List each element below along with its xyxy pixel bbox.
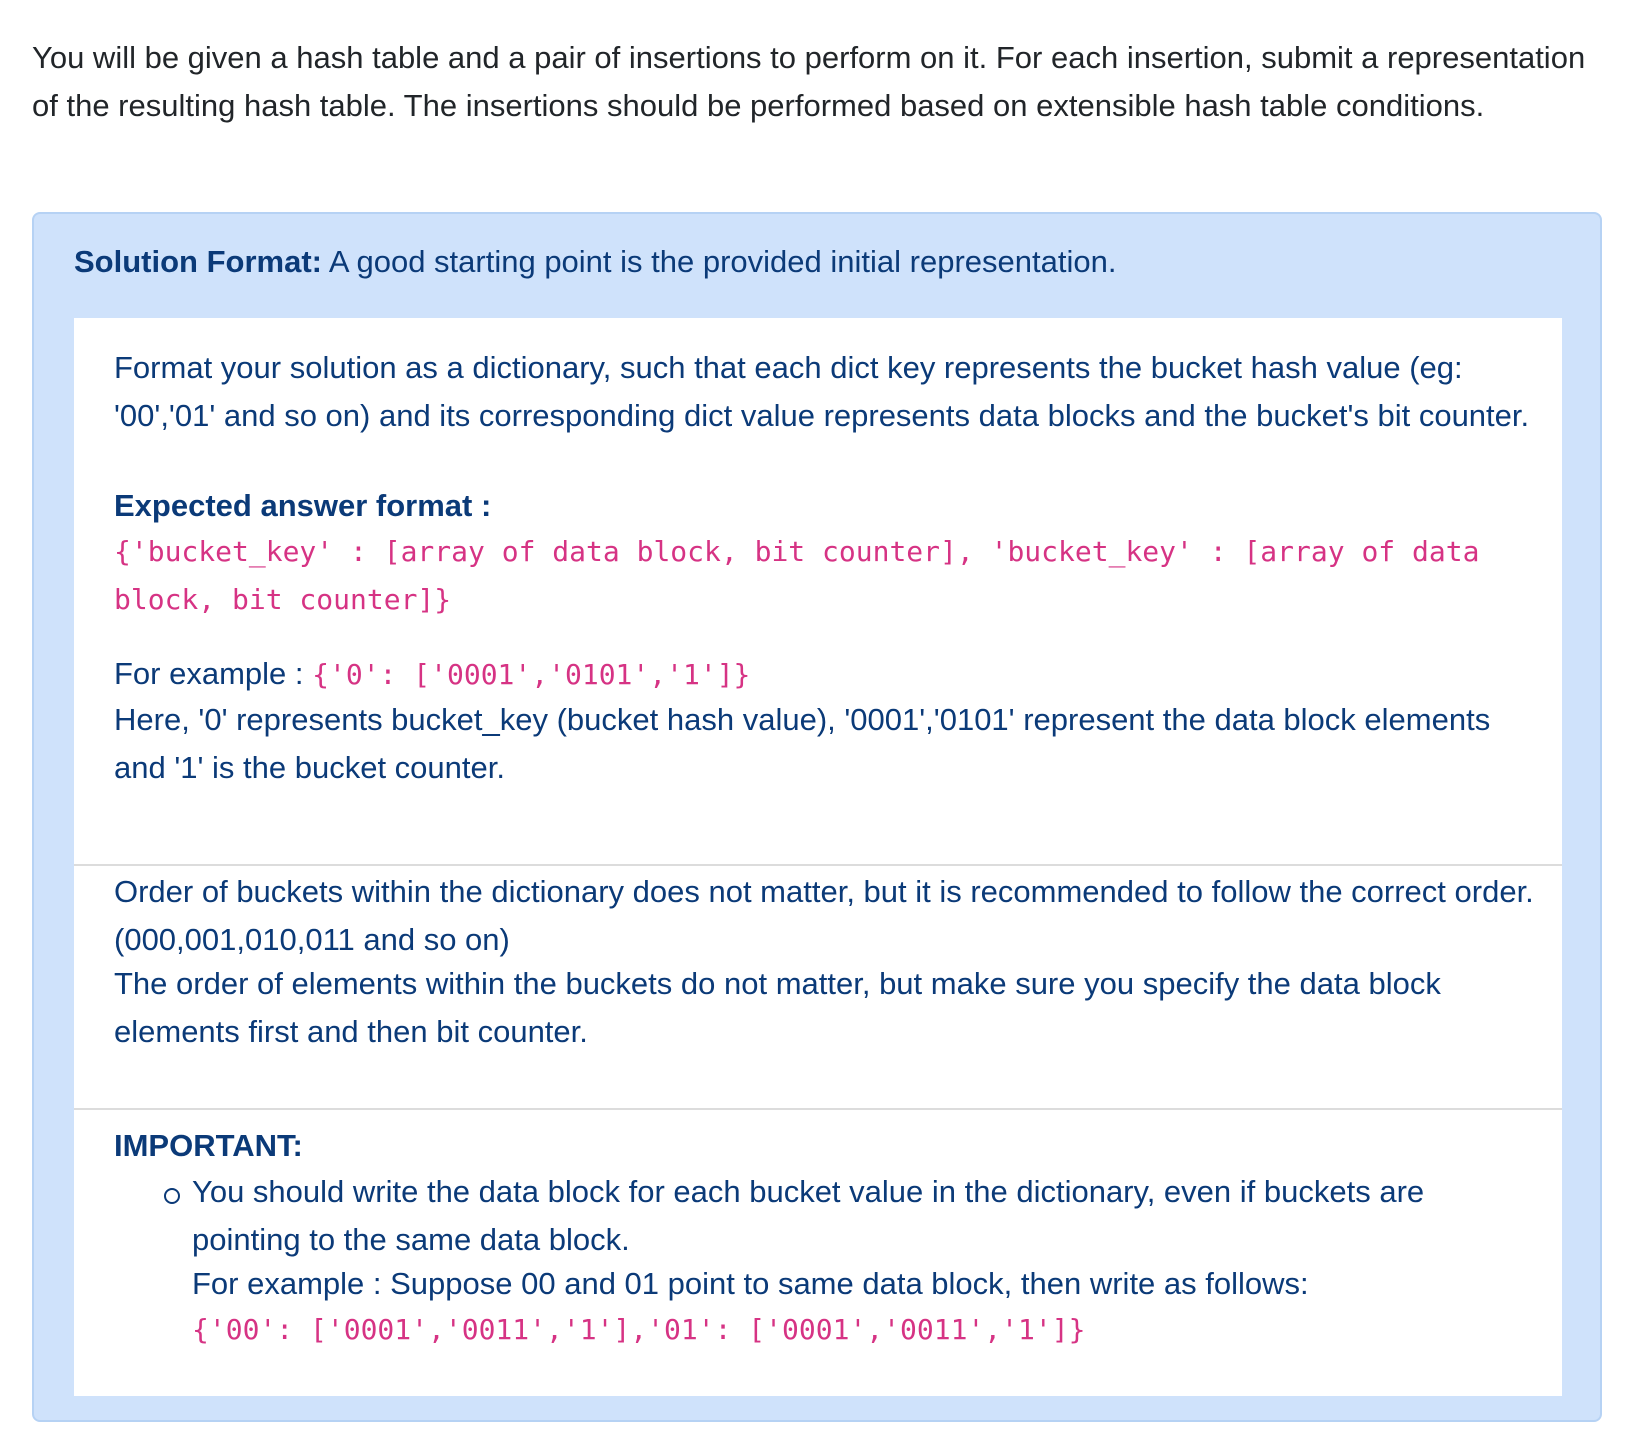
expected-format-label: Expected answer format : [114,488,492,523]
list-item-format [74,318,1562,866]
order-elements-text: The order of elements within the buckets do not matter, but make sure you specify the data block elements first and then bit counter. [114,966,1441,1049]
order-buckets-text: Order of buckets within the dictionary does not matter, but it is recommended to follow the correct order. (000,001,010,011 and so on) [114,874,1534,957]
important-bullet-text: You should write the data block for each bucket value in the dictionary, even if buckets are pointing to the same data block. [192,1174,1425,1257]
example-code: {'0': ['0001','0101','1']} [312,658,751,691]
circle-bullet-icon [164,1188,180,1204]
format-paragraph: Format your solution as a dictionary, such that each dict key represents the bucket hash value (eg: '00','01' and so on) and its corresponding dict value represents data blocks and the bucket's bit counter. [114,350,1530,433]
important-example-code: {'00': ['0001','0011','1'],'01': ['0001','0011','1']} [192,1313,1086,1346]
important-label: IMPORTANT: [114,1128,303,1163]
intro-text: You will be given a hash table and a pair of insertions to perform on it. For each insertion, submit a representation of the resulting hash table. The insertions should be performed based on extensible hash table conditions. [32,40,1586,123]
expected-format-code: {'bucket_key' : [array of data block, bit counter], 'bucket_key' : [array of data block, bit counter]} [114,535,1497,616]
list-item-important [74,1110,1562,1396]
example-line [114,650,1534,699]
example-label: For example : [114,656,313,691]
alert-heading-label: Solution Format: [74,244,322,279]
important-example-text: For example : Suppose 00 and 01 point to same data block, then write as follows: [192,1266,1309,1301]
alert-heading [74,238,1116,286]
example-explanation: Here, '0' represents bucket_key (bucket hash value), '0001','0101' represent the data block elements and '1' is the bucket counter. [114,702,1491,785]
format-list-group [74,318,1562,1396]
list-item-order [74,866,1562,1110]
alert-heading-text: A good starting point is the provided initial representation. [321,244,1117,279]
solution-format-alert [32,212,1602,1422]
